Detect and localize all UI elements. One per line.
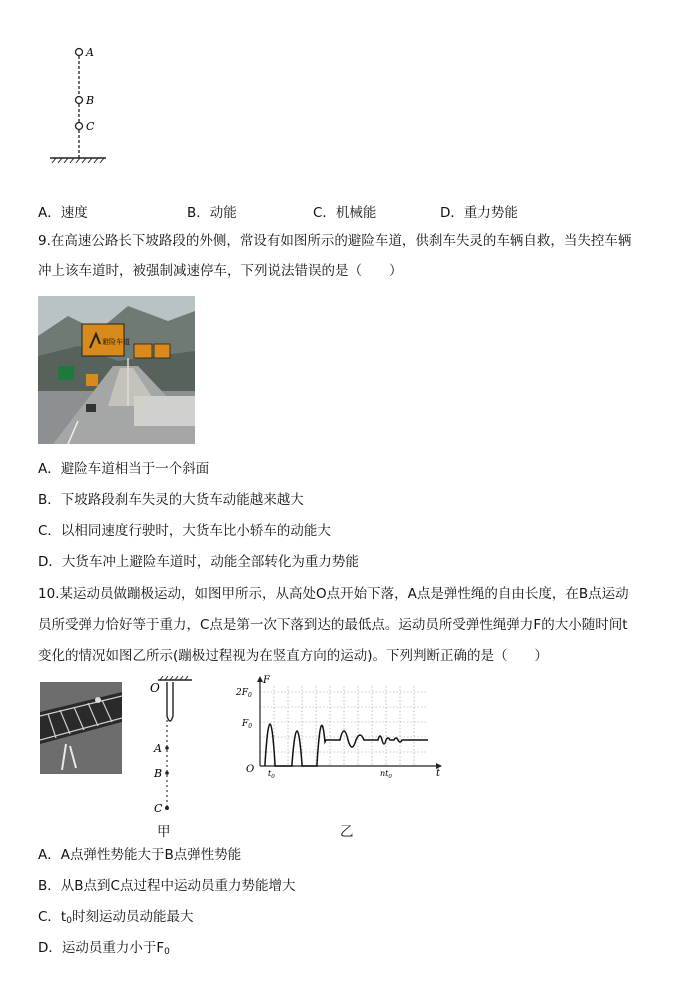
escape-lane-illustration [38,296,195,444]
q8-option-d: D．重力势能 [440,205,518,221]
q8-option-b: B．动能 [187,205,237,221]
sign-text: 避险车道 [102,338,130,346]
q10-option-d: D．运动员重力小于$F_0$ [38,940,170,957]
label-a-jia: A [154,742,162,755]
q10-stem-line3: 变化的情况如图乙所示(蹦极过程视为在竖直方向的运动)。下列判断正确的是（ ） [38,648,549,664]
label-b: B [86,94,95,107]
rope-figure [40,40,120,170]
label-nt0: $nt_0$ [380,769,392,778]
q10-option-b: B．从B点到C点过程中运动员重力势能增大 [38,878,296,894]
label-t0: $t_0$ [268,769,275,778]
bungee-photo [40,682,122,774]
caption-jia: 甲 [157,824,171,840]
q9-stem-line1: 9.在高速公路长下坡路段的外侧，常设有如图所示的避险车道，供刹车失灵的车辆自救，当失控车辆 [38,233,632,249]
bungee-illustration [40,682,122,774]
q9-option-d: D．大货车冲上避险车道时，动能全部转化为重力势能 [38,554,359,570]
q8-option-c: C．机械能 [313,205,377,221]
label-f0: $F_0$ [242,719,253,730]
label-b-jia: B [154,767,163,780]
label-origin: O [246,764,255,775]
caption-yi: 乙 [340,824,354,840]
q10-stem-line1: 10.某运动员做蹦极运动，如图甲所示，从高处O点开始下落，A点是弹性绳的自由长度，在B点运动 [38,586,629,602]
q10-option-c: C．$t_0$时刻运动员动能最大 [38,909,194,926]
label-c-jia: C [154,802,163,815]
label-t-axis: t [436,768,441,778]
q9-option-a: A．避险车道相当于一个斜面 [38,461,210,477]
label-c: C [86,120,95,133]
figure-jia [140,676,200,816]
q9-option-c: C．以相同速度行驶时，大货车比小轿车的动能大 [38,523,331,539]
q10-stem-line2: 员所受弹力恰好等于重力，C点是第一次下落到达的最低点。运动员所受弹性绳弹力F的大小随时间t [38,617,628,633]
q10-option-a: A．A点弹性势能大于B点弹性势能 [38,847,242,863]
label-a: A [86,46,94,59]
label-f-axis: F [263,675,270,686]
escape-lane-photo [38,296,195,444]
q9-stem-line2: 冲上该车道时，被强制减速停车，下列说法错误的是（ ） [38,263,403,279]
label-2f0: $2F_0$ [236,688,252,699]
q9-option-b: B．下坡路段刹车失灵的大货车动能越来越大 [38,492,304,508]
force-time-graph [228,672,448,778]
label-o: O [150,681,160,695]
q8-option-a: A．速度 [38,205,88,221]
